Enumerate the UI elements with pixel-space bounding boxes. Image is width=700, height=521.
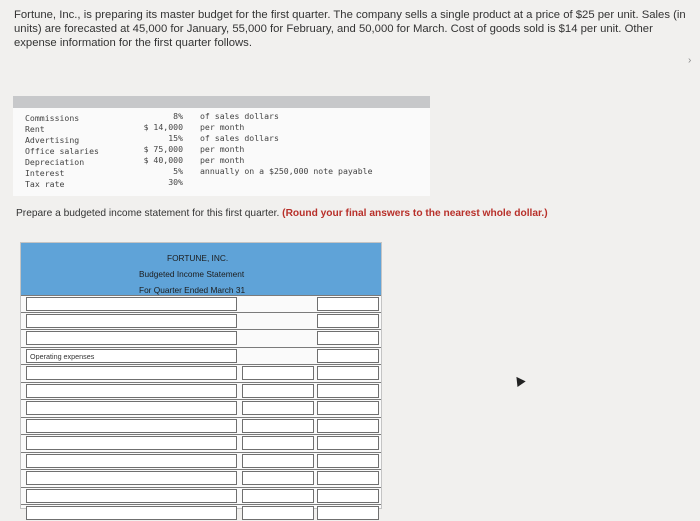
expense-amount: $ 14,000 [143,122,183,132]
total-input[interactable] [317,349,379,363]
total-input[interactable] [317,314,379,328]
row-label-input[interactable] [26,297,237,311]
amount-input[interactable] [242,454,314,468]
expense-description: per month [200,144,245,154]
statement-title: Budgeted Income Statement [139,269,245,279]
statement-row [21,417,381,434]
expense-description: of sales dollars [200,133,279,143]
statement-row [21,399,381,416]
row-label-input[interactable] [26,419,237,433]
amount-input[interactable] [242,401,314,415]
total-input[interactable] [317,436,379,450]
total-input[interactable] [317,471,379,485]
expense-label: Office salaries [25,146,99,156]
budgeted-income-statement [20,242,382,509]
row-label-input[interactable] [26,489,237,503]
row-label-input[interactable] [26,366,237,380]
row-label-input[interactable] [26,471,237,485]
statement-row [21,364,381,381]
expense-amount: $ 75,000 [143,144,183,154]
expense-amount: 30% [168,177,183,187]
amount-input[interactable] [242,471,314,485]
expense-label: Interest [25,168,65,178]
total-input[interactable] [317,454,379,468]
amount-input[interactable] [242,384,314,398]
expense-table [13,108,430,196]
instruction-text [16,208,548,219]
row-label-input[interactable] [26,401,237,415]
expense-description: per month [200,155,245,165]
instruction-emphasis: (Round your final answers to the nearest whole dollar.) [282,208,548,219]
statement-row [21,295,381,312]
expense-description: per month [200,122,245,132]
amount-input[interactable] [242,489,314,503]
cursor-icon: › [688,55,692,66]
total-input[interactable] [317,506,379,520]
row-label-input[interactable] [26,436,237,450]
statement-row [21,329,381,346]
total-input[interactable] [317,401,379,415]
expense-label: Rent [25,124,45,134]
expense-description: of sales dollars [200,111,279,121]
statement-row [21,452,381,469]
total-input[interactable] [317,297,379,311]
expense-amount: 8% [173,111,183,121]
statement-header [21,243,381,295]
statement-row [21,469,381,486]
row-label-input[interactable] [26,331,237,345]
company-name: FORTUNE, INC. [167,253,229,263]
total-input[interactable] [317,489,379,503]
expense-label: Advertising [25,135,80,145]
expense-label: Tax rate [25,179,65,189]
row-label-input[interactable] [26,506,237,520]
expense-label: Commissions [25,113,80,123]
statement-row [21,312,381,329]
statement-row [21,347,381,364]
row-label-input[interactable] [26,314,237,328]
expense-table-header [13,96,430,108]
row-label-input[interactable] [26,349,237,363]
amount-input[interactable] [242,506,314,520]
operating-expenses-label: Operating expenses [30,352,95,361]
expense-amount: 5% [173,166,183,176]
mouse-pointer-icon [512,374,525,387]
instruction-main: Prepare a budgeted income statement for this first quarter. [16,208,280,219]
problem-description: Fortune, Inc., is preparing its master budget for the first quarter. The company sells a single product at a price of $25 per unit. Sales (in units) are forecasted at 45,000 for January, 55,000 for February, and 50,000 for March. Cost of goods sold is $14 per unit. Other expense information for the first quarter follows. [14,9,686,49]
statement-row [21,487,381,504]
expense-description: annually on a $250,000 note payable [200,166,373,176]
statement-row [21,382,381,399]
statement-period: For Quarter Ended March 31 [139,285,246,295]
row-label-input[interactable] [26,454,237,468]
total-input[interactable] [317,366,379,380]
amount-input[interactable] [242,436,314,450]
amount-input[interactable] [242,419,314,433]
statement-row [21,504,381,521]
amount-input[interactable] [242,366,314,380]
total-input[interactable] [317,419,379,433]
expense-amount: 15% [168,133,183,143]
total-input[interactable] [317,384,379,398]
row-label-input[interactable] [26,384,237,398]
statement-row [21,434,381,451]
expense-amount: $ 40,000 [143,155,183,165]
total-input[interactable] [317,331,379,345]
expense-label: Depreciation [25,157,85,167]
